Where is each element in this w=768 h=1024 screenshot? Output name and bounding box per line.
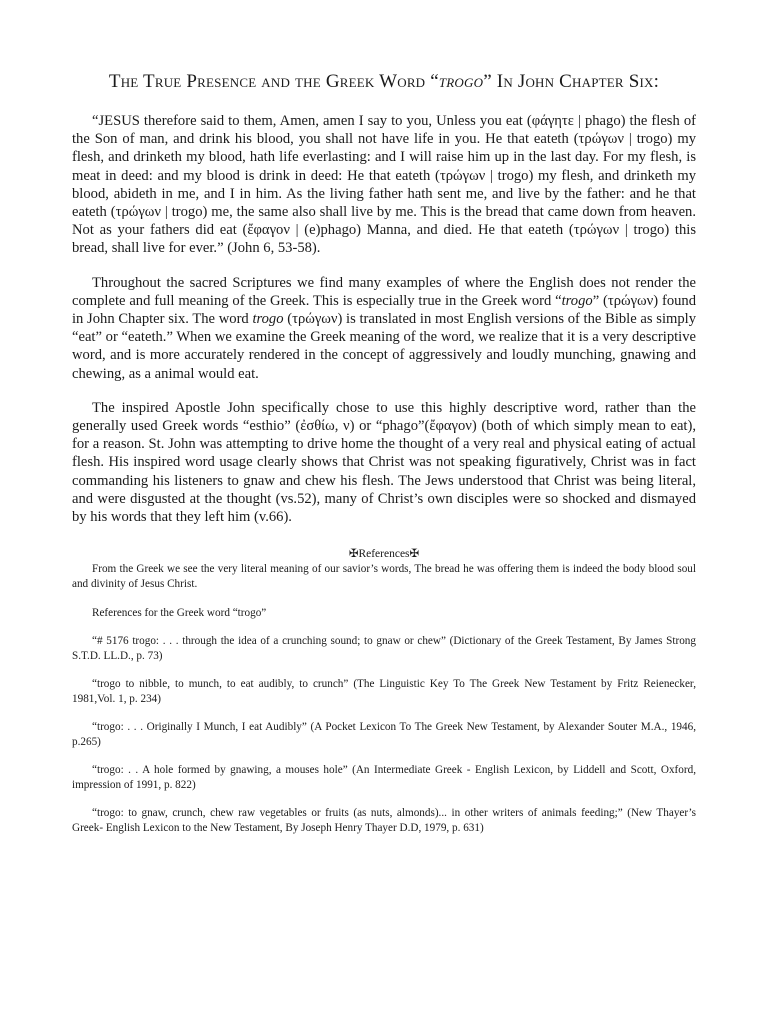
p2-text-c: ” (τρώγων) found in John Chapter six. The word <box>72 292 697 328</box>
title-part-1: The True Presence and the Greek Word “ <box>108 71 439 92</box>
document-title <box>82 70 686 94</box>
greek-meaning-paragraph <box>72 274 696 383</box>
reference-item: “trogo: to gnaw, crunch, chew raw vegetables or fruits (as nuts, almonds)... in other writers of animals feeding;” (New Thayer’s Greek- English Lexicon to the New Testament, By Joseph Henry Thayer D.D, 1979, p. 631) <box>72 806 696 835</box>
reference-item: “trogo: . . . Originally I Munch, I eat Audibly” (A Pocket Lexicon To The Greek New Testament, by Alexander Souter M.A., 1946, p.265) <box>72 720 696 749</box>
apostle-john-paragraph: The inspired Apostle John specifically chose to use this highly descriptive word, rather than the generally used Greek words “esthio” (ἐσθίω, ν) or “phago”(ἔφαγον) (both of which simply mean to eat), for a reason. St. John was attempting to drive home the thought of a very real and physical eating of actual flesh. His inspired word usage clearly shows that Christ was not speaking figuratively, Christ was in fact commanding his listeners to gnaw and chew his flesh. The Jews understood that Christ was being literal, and were disgusted at the thought (vs.52), many of Christ’s own disciples were so shocked and dismayed by his words that they left him (v.66). <box>72 399 696 526</box>
reference-item: “# 5176 trogo: . . . through the idea of a crunching sound; to gnaw or chew” (Dictionary of the Greek Testament, By James Strong S.T.D. LL.D., p. 73) <box>72 634 696 663</box>
reference-item: “trogo: . . A hole formed by gnawing, a mouses hole” (An Intermediate Greek - English Lexicon, by Liddell and Scott, Oxford, impression of 1991, p. 822) <box>72 763 696 792</box>
reference-item: “trogo to nibble, to munch, to eat audibly, to crunch” (The Linguistic Key To The Greek New Testament by Fritz Reienecker, 1981,Vol. 1, p. 234) <box>72 677 696 706</box>
scripture-quote-paragraph: “JESUS therefore said to them, Amen, amen I say to you, Unless you eat (φάγητε | phago) the flesh of the Son of man, and drink his blood, you shall not have life in you. He that eateth (τρώγων | trogo) my flesh, and drinketh my blood, hath life everlasting: and I will raise him up in the last day. For my flesh, is meat in deed: and my blood is drink in deed: He that eateth (τρώγων | trogo) my flesh, and drinketh my blood, abideth in me, and I in him. As the living father hath sent me, and live by the father: and he that eateth (τρώγων | trogo) me, the same also shall live by me. This is the bread that came down from heaven. Not as your fathers did eat (ἔφαγον | (e)phago) Manna, and died. He that eateth (τρώγων | trogo) this bread, shall live for ever.” (John 6, 53-58). <box>72 113 696 257</box>
p2-italic-trogo-2: trogo <box>252 311 284 328</box>
references-intro: From the Greek we see the very literal meaning of our savior’s words, The bread he was offering them is indeed the body blood soul and divinity of Jesus Christ. <box>72 563 696 591</box>
p2-text-e: (τρώγων) is translated in most English versions of the Bible as simply “eat” or “eateth.” When we examine the Greek meaning of the word, we realize that it is a very descriptive word, and is more accurately rendered in the concept of aggressively and loudly munching, gnawing and chewing, as a animal would eat. <box>72 311 696 382</box>
references-subheading: References for the Greek word “trogo” <box>92 607 267 620</box>
title-part-2: ” In John Chapter Six: <box>483 71 660 92</box>
p2-text-a: Throughout the sacred Scriptures we find many examples of where the English does not render the complete and full meaning of the Greek. This is especially true in the Greek word “ <box>72 274 696 309</box>
title-italic-word: trogo <box>438 71 484 92</box>
p2-italic-trogo-1: trogo <box>561 292 593 309</box>
references-heading: ✠References✠ <box>348 548 420 561</box>
